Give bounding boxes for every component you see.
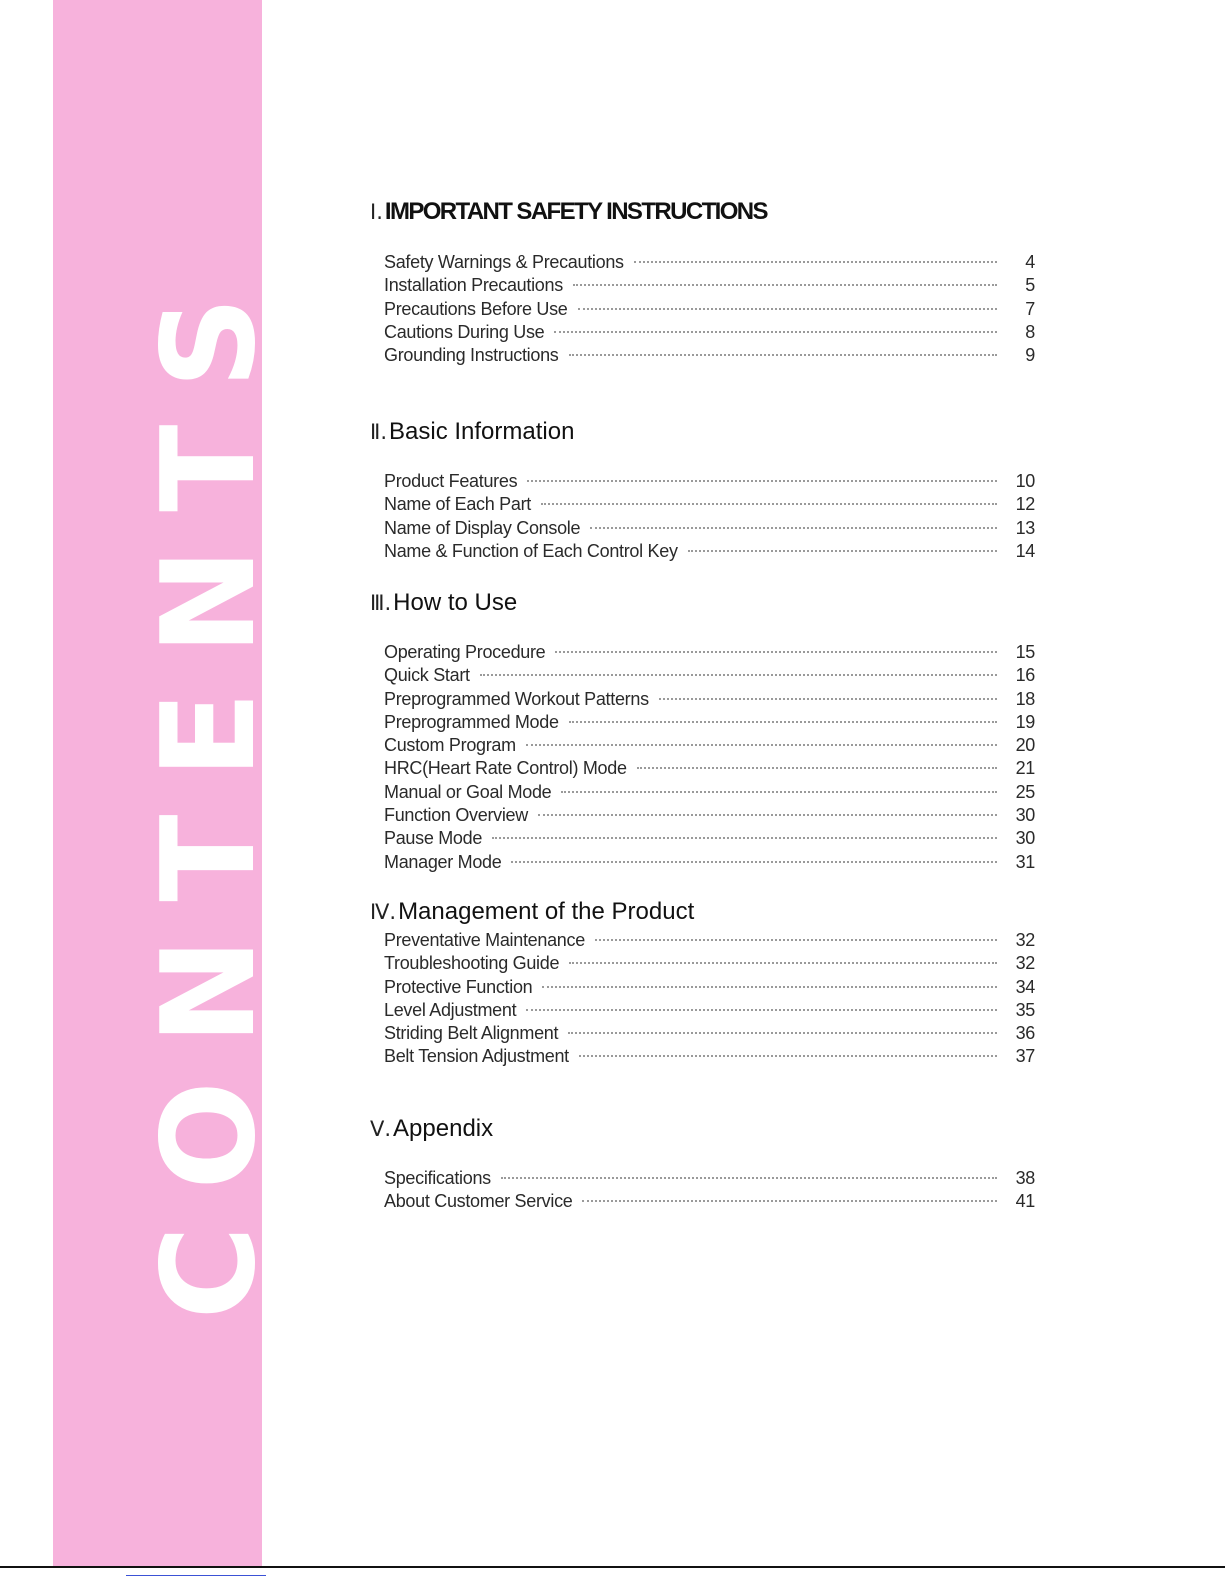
toc-entry[interactable]	[370, 930, 1035, 953]
toc-entry[interactable]	[370, 471, 1035, 494]
section-heading[interactable]	[370, 589, 1035, 621]
dot-leader	[501, 1177, 997, 1179]
dot-leader	[578, 308, 998, 310]
page-number: 12	[1015, 494, 1035, 515]
page-number: 32	[1015, 930, 1035, 950]
entry-label: Custom Program	[384, 735, 516, 756]
entry-label: Striding Belt Alignment	[384, 1023, 559, 1044]
toc-entry[interactable]	[370, 299, 1035, 322]
entry-label: Preventative Maintenance	[384, 930, 585, 950]
toc-entry[interactable]	[370, 1191, 1035, 1214]
dot-leader	[582, 1200, 997, 1202]
entry-label: Level Adjustment	[384, 999, 517, 1020]
page-number: 37	[1015, 1046, 1035, 1067]
entry-label: Safety Warnings & Precautions	[384, 252, 624, 272]
page-number: 19	[1015, 711, 1035, 732]
footer-link-underline[interactable]	[126, 1575, 266, 1576]
dot-leader	[590, 527, 997, 529]
toc-section-safety	[370, 198, 1035, 368]
dot-leader	[527, 480, 997, 482]
page-number: 16	[1015, 665, 1035, 686]
section-entry-list	[370, 252, 1035, 368]
dot-leader	[569, 354, 998, 356]
page-number: 8	[1025, 321, 1035, 342]
toc-section-appendix	[370, 1115, 1035, 1215]
dot-leader	[637, 767, 997, 769]
dot-leader	[659, 698, 997, 700]
toc-entry[interactable]	[370, 1000, 1035, 1023]
section-title: Management of the Product	[398, 898, 695, 925]
toc-entry[interactable]	[370, 518, 1035, 541]
entry-label: Function Overview	[384, 805, 528, 826]
dot-leader	[569, 721, 997, 723]
dot-leader	[526, 1009, 997, 1011]
page-number: 14	[1015, 540, 1035, 561]
toc-entry[interactable]	[370, 1023, 1035, 1046]
page-number: 5	[1025, 275, 1035, 296]
page-number: 36	[1015, 1023, 1035, 1044]
toc-entry[interactable]	[370, 712, 1035, 735]
page-number: 30	[1015, 805, 1035, 826]
entry-label: Installation Precautions	[384, 275, 563, 296]
dot-leader	[541, 503, 997, 505]
dot-leader	[526, 744, 997, 746]
entry-label: Specifications	[384, 1168, 491, 1188]
entry-label: Manager Mode	[384, 851, 502, 872]
dot-leader	[568, 1032, 997, 1034]
entry-label: HRC(Heart Rate Control) Mode	[384, 758, 627, 779]
page-bottom-rule	[0, 1566, 1225, 1568]
page-number: 32	[1015, 953, 1035, 974]
section-numeral: Ⅴ.	[370, 1117, 392, 1141]
dot-leader	[492, 837, 997, 839]
toc-section-basic-information	[370, 418, 1035, 564]
entry-label: Name of Each Part	[384, 494, 531, 515]
section-numeral: Ⅲ.	[370, 591, 392, 615]
section-heading[interactable]	[370, 198, 1035, 230]
section-numeral: Ⅰ.	[370, 200, 383, 224]
entry-label: About Customer Service	[384, 1191, 573, 1212]
toc-entry[interactable]	[370, 852, 1035, 875]
toc-entry[interactable]	[370, 642, 1035, 665]
section-entry-list	[370, 642, 1035, 875]
toc-entry[interactable]	[370, 1046, 1035, 1069]
page-number: 15	[1015, 642, 1035, 662]
toc-section-how-to-use	[370, 589, 1035, 875]
section-heading[interactable]	[370, 418, 1035, 450]
dot-leader	[595, 939, 997, 941]
entry-label: Quick Start	[384, 665, 470, 686]
entry-label: Name & Function of Each Control Key	[384, 540, 678, 561]
toc-entry[interactable]	[370, 977, 1035, 1000]
page-number: 13	[1015, 517, 1035, 538]
page-number: 30	[1015, 828, 1035, 849]
page-number: 21	[1015, 758, 1035, 779]
dot-leader	[555, 651, 997, 653]
section-numeral: Ⅳ.	[370, 900, 397, 924]
section-heading[interactable]	[370, 898, 1035, 930]
section-entry-list	[370, 930, 1035, 1070]
page-number: 10	[1015, 471, 1035, 491]
dot-leader	[573, 284, 997, 286]
entry-label: Name of Display Console	[384, 517, 581, 538]
entry-label: Belt Tension Adjustment	[384, 1046, 569, 1067]
dot-leader	[511, 861, 997, 863]
entry-label: Pause Mode	[384, 828, 483, 849]
toc-entry[interactable]	[370, 275, 1035, 298]
page-number: 41	[1015, 1191, 1035, 1212]
toc-entry[interactable]	[370, 665, 1035, 688]
toc-entry[interactable]	[370, 828, 1035, 851]
section-entry-list	[370, 1168, 1035, 1215]
page-number: 31	[1015, 851, 1035, 872]
page-number: 9	[1025, 345, 1035, 366]
section-entry-list	[370, 471, 1035, 564]
dot-leader	[561, 791, 997, 793]
section-title: Basic Information	[389, 418, 575, 445]
entry-label: Grounding Instructions	[384, 345, 559, 366]
toc-section-management	[370, 898, 1035, 1070]
section-title: How to Use	[393, 589, 518, 616]
entry-label: Product Features	[384, 471, 518, 491]
toc-entry[interactable]	[370, 541, 1035, 564]
section-numeral: Ⅱ.	[370, 420, 388, 444]
dot-leader	[538, 814, 997, 816]
page-number: 38	[1015, 1168, 1035, 1188]
page-number: 7	[1025, 298, 1035, 319]
toc-entry[interactable]	[370, 494, 1035, 517]
dot-leader	[554, 331, 997, 333]
toc-entry[interactable]	[370, 345, 1035, 368]
page-number: 34	[1015, 976, 1035, 997]
entry-label: Operating Procedure	[384, 642, 546, 662]
toc-entry[interactable]	[370, 322, 1035, 345]
entry-label: Manual or Goal Mode	[384, 781, 552, 802]
toc-entry[interactable]	[370, 758, 1035, 781]
toc-entry[interactable]	[370, 735, 1035, 758]
toc-entry[interactable]	[370, 782, 1035, 805]
toc-entry[interactable]	[370, 252, 1035, 275]
toc-entry[interactable]	[370, 689, 1035, 712]
page-number: 18	[1015, 688, 1035, 709]
entry-label: Preprogrammed Workout Patterns	[384, 688, 649, 709]
section-title: IMPORTANT SAFETY INSTRUCTIONS	[384, 198, 767, 225]
contents-vertical-title: CONTENTS	[135, 260, 284, 1320]
toc-entry[interactable]	[370, 805, 1035, 828]
entry-label: Cautions During Use	[384, 321, 545, 342]
entry-label: Troubleshooting Guide	[384, 953, 560, 974]
dot-leader	[634, 261, 997, 263]
dot-leader	[480, 674, 997, 676]
dot-leader	[688, 550, 997, 552]
contents-side-band	[53, 0, 284, 1567]
entry-label: Preprogrammed Mode	[384, 711, 559, 732]
dot-leader	[569, 962, 997, 964]
toc-entry[interactable]	[370, 953, 1035, 976]
entry-label: Precautions Before Use	[384, 298, 568, 319]
page-number: 35	[1015, 999, 1035, 1020]
entry-label: Protective Function	[384, 976, 533, 997]
dot-leader	[579, 1055, 997, 1057]
toc-entry[interactable]	[370, 1168, 1035, 1191]
page-number: 25	[1015, 781, 1035, 802]
page-number: 4	[1025, 252, 1035, 272]
section-title: Appendix	[393, 1115, 494, 1142]
dot-leader	[542, 986, 997, 988]
section-heading[interactable]	[370, 1115, 1035, 1147]
page-number: 20	[1015, 735, 1035, 756]
